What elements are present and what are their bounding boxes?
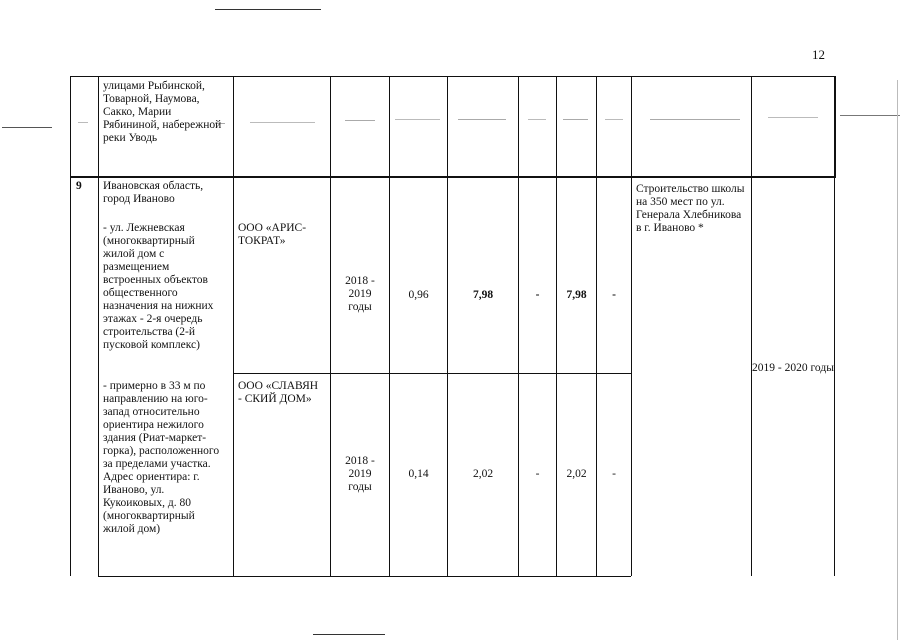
row-bottom-left [98,576,233,577]
col-line [389,76,390,576]
sub1-address: - ул. Лежневская (многоквартирный жилой дом с размещением встроенных объектов общественного назначения на нижних этажах - 2-я очередь строительства (2-й пусковой комплекс) [103,222,214,351]
page-number: 12 [812,47,825,62]
placeholder-dash [395,119,440,120]
sub1-value-1: 0,96 [408,289,429,301]
table-right-border [834,76,835,576]
sub1-years: 2018 - 2019 годы [345,275,375,313]
col-line [233,76,234,576]
sub1-value-4: 7,98 [566,289,587,301]
placeholder-dash [768,117,818,118]
row-location: Ивановская область, город Иваново [103,180,204,205]
col-line [98,76,99,576]
object-description: Строительство школы на 350 мест по ул. Генерала Хлебникова в г. Иваново * [636,183,745,234]
placeholder-dash [458,119,506,120]
col-line [751,76,752,576]
placeholder-dash [563,119,588,120]
placeholder-dash [650,119,740,120]
sub1-value-2: 7,98 [472,289,494,301]
sub1-value-3: - [535,289,540,301]
placeholder-dash [78,122,88,123]
continued-address: улицами Рыбинской, Товарной, Наумова, Сакко, Марии Рябининой, набережной реки Уводь [103,80,222,144]
sub2-value-5: - [612,468,616,480]
placeholder-dash [528,119,546,120]
subrow-separator [233,373,631,374]
row-separator [70,176,834,177]
placeholder-dash [345,120,375,121]
placeholder-dash [250,122,315,123]
table-left-border [70,76,71,576]
row-number: 9 [76,180,82,192]
col-line [518,76,519,576]
row-bottom [233,576,631,577]
sub1-value-5: - [612,289,616,301]
col-line [596,76,597,576]
sub2-address: - примерно в 33 м по направлению на юго-запад относительно ориентира нежилого здания (Риат-маркет-горка), расположенного за пределами участка. Адрес ориентира: г. Иваново, ул. Кукоиковых, д. 80 (многоквартирный жилой дом) [103,380,220,535]
sub2-value-1: 0,14 [408,468,429,480]
col-line [447,76,448,576]
sub1-developer: ООО «АРИС-ТОКРАТ» [238,222,307,247]
object-years: 2019 - 2020 годы [752,362,834,374]
col-line [330,76,331,576]
sub2-years: 2018 - 2019 годы [345,455,375,493]
col-line [631,76,632,576]
sub2-developer: ООО «СЛАВЯН - СКИЙ ДОМ» [238,380,319,405]
sub2-value-2: 2,02 [472,468,494,480]
placeholder-dash [605,119,623,120]
sub2-value-4: 2,02 [566,468,587,480]
sub2-value-3: - [535,468,540,480]
col-line [556,76,557,576]
